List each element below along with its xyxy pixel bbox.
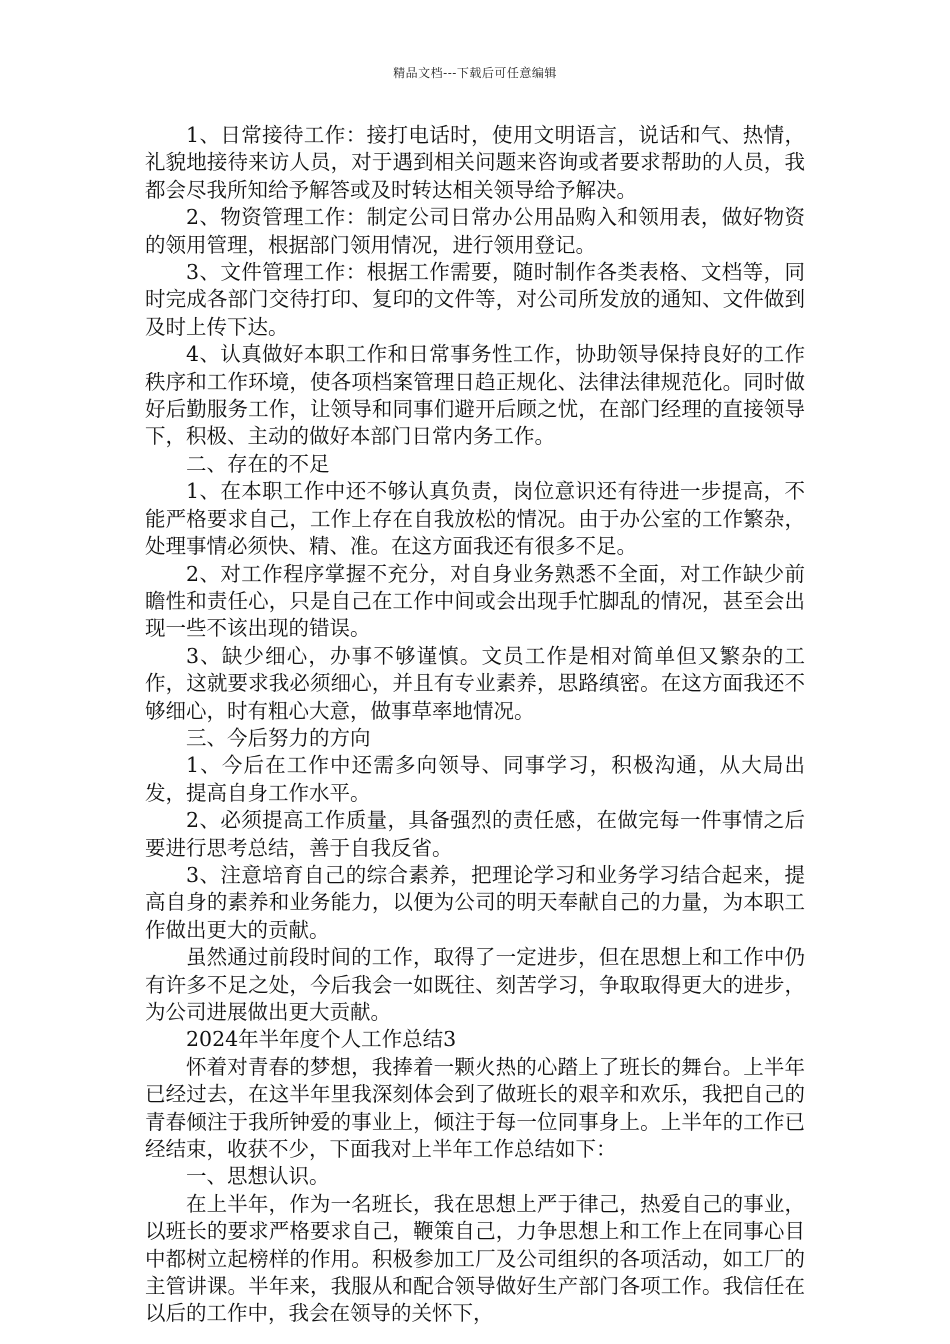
paragraph-shortcoming-1: 1、在本职工作中还不够认真负责，岗位意识还有待进一步提高，不能严格要求自己，工作上存在自我放松的情况。由于办公室的工作繁杂，处理事情必须快、精、准。在这方面我还有很多不足。 [145,479,805,559]
paragraph-direction-1: 1、今后在工作中还需多向领导、同事学习，积极沟通，从大局出发，提高自身工作水平。 [145,753,805,805]
paragraph-file-management: 3、文件管理工作：根据工作需要，随时制作各类表格、文档等，同时完成各部门交待打印、复印的文件等，对公司所发放的通知、文件做到及时上传下达。 [145,260,805,339]
page-header: 精品文档---下载后可任意编辑 [393,66,557,80]
paragraph-supplies-management: 2、物资管理工作：制定公司日常办公用品购入和领用表，做好物资的领用管理，根据部门领用情况，进行领用登记。 [145,205,805,257]
paragraph-shortcoming-2: 2、对工作程序掌握不充分，对自身业务熟悉不全面，对工作缺少前瞻性和责任心，只是自己在工作中间或会出现手忙脚乱的情况，甚至会出现一些不该出现的错误。 [145,561,805,641]
section-heading-future-direction: 三、今后努力的方向 [186,725,371,750]
paragraph-shortcoming-3: 3、缺少细心，办事不够谨慎。文员工作是相对简单但又繁杂的工作，这就要求我必须细心，并且有专业素养，思路缜密。在这方面我还不够细心，时有粗心大意，做事草率地情况。 [145,643,805,723]
paragraph-ideology: 在上半年，作为一名班长，我在思想上严于律己，热爱自己的事业，以班长的要求严格要求自己，鞭策自己，力争思想上和工作上在同事心目中都树立起榜样的作用。积极参加工厂及公司组织的各项活动，如工厂的主管讲课。半年来，我服从和配合领导做好生产部门各项工作。我信任在以后的工作中，我会在领导的关怀下， [145,1191,805,1326]
paragraph-direction-3: 3、注意培育自己的综合素养，把理论学习和业务学习结合起来，提高自身的素养和业务能力，以便为公司的明天奉献自己的力量，为本职工作做出更大的贡献。 [145,862,805,942]
paragraph-intro: 怀着对青春的梦想，我捧着一颗火热的心踏上了班长的舞台。上半年已经过去，在这半年里我深刻体会到了做班长的艰辛和欢乐，我把自己的青春倾注于我所钟爱的事业上，倾注于每一位同事身上。上半年的工作已经结束，收获不少，下面我对上半年工作总结如下： [145,1054,805,1162]
paragraph-daily-duties: 4、认真做好本职工作和日常事务性工作，协助领导保持良好的工作秩序和工作环境，使各项档案管理日趋正规化、法律法律规范化。同时做好后勤服务工作，让领导和同事们避开后顾之忧，在部门经理的直接领导下，积极、主动的做好本部门日常内务工作。 [145,342,805,449]
paragraph-conclusion: 虽然通过前段时间的工作，取得了一定进步，但在思想上和工作中仍有许多不足之处，今后我会一如既往、刻苦学习，争取取得更大的进步，为公司进展做出更大贡献。 [145,945,805,1024]
section-heading-shortcomings: 二、存在的不足 [186,451,330,476]
document-title-summary-3: 2024年半年度个人工作总结3 [186,1027,457,1052]
paragraph-direction-2: 2、必须提高工作质量，具备强烈的责任感，在做完每一件事情之后要进行思考总结，善于自我反省。 [145,808,805,860]
section-heading-ideology: 一、思想认识。 [186,1164,330,1189]
document-body [145,122,805,1328]
paragraph-reception-work: 1、日常接待工作：接打电话时，使用文明语言，说话和气、热情，礼貌地接待来访人员，对于遇到相关问题来咨询或者要求帮助的人员，我都会尽我所知给予解答或及时转达相关领导给予解决。 [145,123,805,202]
